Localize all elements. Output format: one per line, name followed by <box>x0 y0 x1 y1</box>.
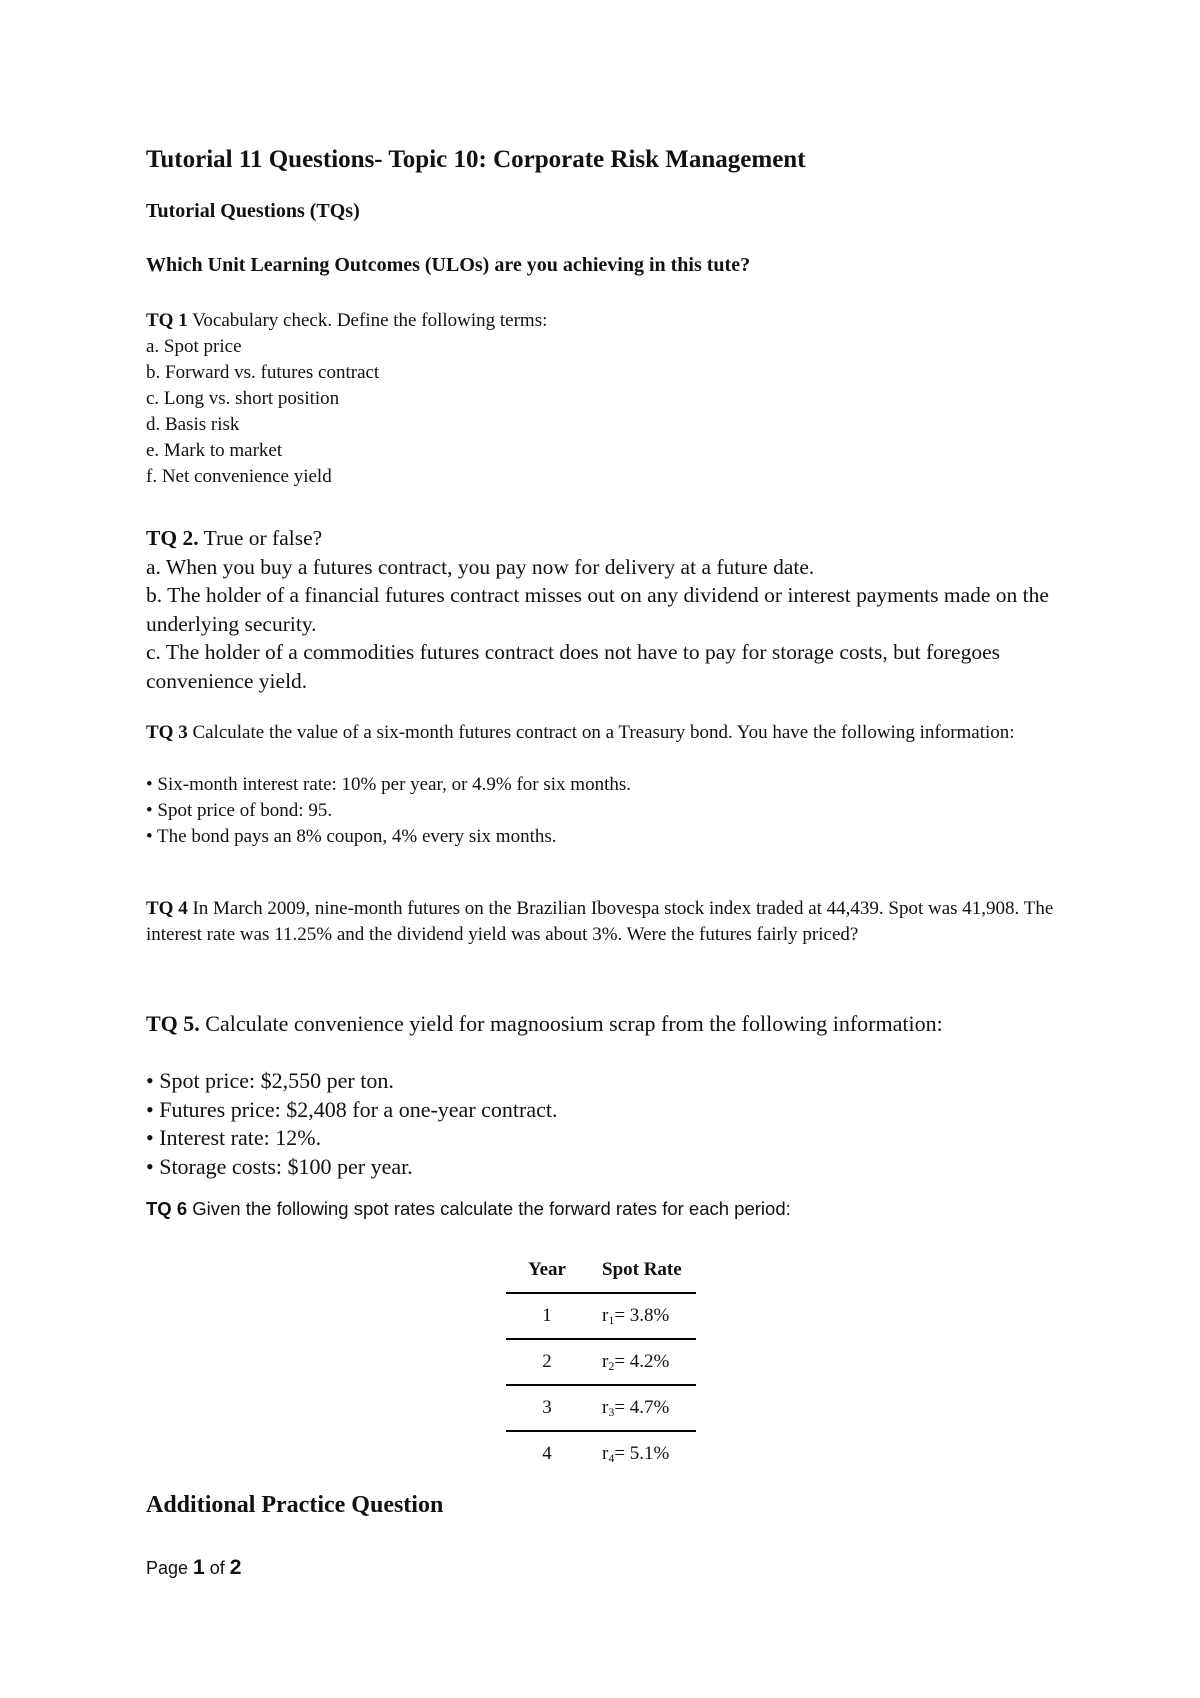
tq5-intro: Calculate convenience yield for magnoosium scrap from the following information: <box>199 1011 943 1036</box>
tq3-intro: Calculate the value of a six-month futures contract on a Treasury bond. You have the following information: <box>187 722 1015 743</box>
tq1-item: a. Spot price <box>146 336 242 357</box>
tq1-label: TQ 1 <box>146 310 188 331</box>
tq2-item: c. The holder of a commodities futures contract does not have to pay for storage costs, but foregoes convenience yield. <box>146 640 1000 693</box>
tq1-heading <box>146 308 1066 334</box>
tq4 <box>146 896 1066 948</box>
page-title: Tutorial 11 Questions- Topic 10: Corporate Risk Management <box>146 146 806 173</box>
footer-current-page: 1 <box>193 1556 205 1579</box>
tq2-intro: True or false? <box>198 526 323 550</box>
tq3 <box>146 720 1066 850</box>
tq4-text: In March 2009, nine-month futures on the Brazilian Ibovespa stock index traded at 44,439. Spot was 41,908. The interest rate was 11.25% and the dividend yield was about 3%. Were the futures fairly priced? <box>146 898 1054 945</box>
tq5-heading <box>146 1010 1066 1039</box>
footer-total-pages: 2 <box>229 1556 242 1579</box>
tq5-item: • Storage costs: $100 per year. <box>146 1153 413 1179</box>
header-spot-rate: Spot Rate <box>602 1259 682 1280</box>
section-subtitle: Tutorial Questions (TQs) <box>146 200 360 222</box>
footer-of-word: of <box>204 1558 230 1578</box>
tq4-label: TQ 4 <box>146 898 188 919</box>
tq5-item: • Futures price: $2,408 for a one-year contract. <box>146 1096 558 1122</box>
tq2-label: TQ 2. <box>146 526 199 550</box>
tq1-item: d. Basis risk <box>146 414 240 435</box>
tq1-intro: Vocabulary check. Define the following terms: <box>187 310 548 331</box>
cell-year: 1 <box>506 1293 588 1339</box>
tq6-label: TQ 6 <box>146 1198 188 1219</box>
spot-rate-table <box>506 1248 696 1476</box>
tq6 <box>146 1198 1066 1220</box>
tq1-item: e. Mark to market <box>146 440 283 461</box>
table-row <box>506 1293 696 1339</box>
table-row <box>506 1339 696 1385</box>
tq6-intro: Given the following spot rates calculate the forward rates for each period: <box>187 1198 791 1219</box>
cell-year: 3 <box>506 1385 588 1431</box>
tq3-item: • Six-month interest rate: 10% per year, or 4.9% for six months. <box>146 774 632 795</box>
tq3-item: • The bond pays an 8% coupon, 4% every six months. <box>146 826 557 847</box>
cell-spot-rate: $r_2= 4.2\%$ <box>588 1339 696 1385</box>
tq2-heading <box>146 524 1066 553</box>
tq3-item: • Spot price of bond: 95. <box>146 800 333 821</box>
tq3-heading <box>146 720 1066 746</box>
tq5-item: • Interest rate: 12%. <box>146 1125 322 1150</box>
tq1-item: b. Forward vs. futures contract <box>146 362 380 383</box>
additional-practice-heading: Additional Practice Question <box>146 1492 444 1518</box>
tq2 <box>146 524 1066 695</box>
cell-year: 2 <box>506 1339 588 1385</box>
cell-spot-rate: $r_3= 4.7\%$ <box>588 1385 696 1431</box>
tq1-item: c. Long vs. short position <box>146 388 340 409</box>
tq2-item: b. The holder of a financial futures contract misses out on any dividend or interest payments made on the underlying security. <box>146 583 1049 636</box>
cell-spot-rate: $r_4= 5.1\%$ <box>588 1431 696 1476</box>
cell-year: 4 <box>506 1431 588 1476</box>
header-year: Year <box>528 1259 566 1280</box>
tq5 <box>146 1010 1066 1181</box>
tq2-item: a. When you buy a futures contract, you pay now for delivery at a future date. <box>146 554 815 579</box>
tq5-item: • Spot price: $2,550 per ton. <box>146 1068 394 1093</box>
footer-page-word: Page <box>146 1558 194 1578</box>
table-header-row <box>506 1248 696 1293</box>
table-row <box>506 1385 696 1431</box>
tq1-item: f. Net convenience yield <box>146 466 332 487</box>
tq3-label: TQ 3 <box>146 722 188 743</box>
tq5-label: TQ 5. <box>146 1011 200 1036</box>
tq1 <box>146 308 1066 490</box>
table-row <box>506 1431 696 1476</box>
page-footer <box>146 1556 1066 1580</box>
cell-spot-rate: $r_1= 3.8\%$ <box>588 1293 696 1339</box>
ulo-question: Which Unit Learning Outcomes (ULOs) are you achieving in this tute? <box>146 254 751 276</box>
